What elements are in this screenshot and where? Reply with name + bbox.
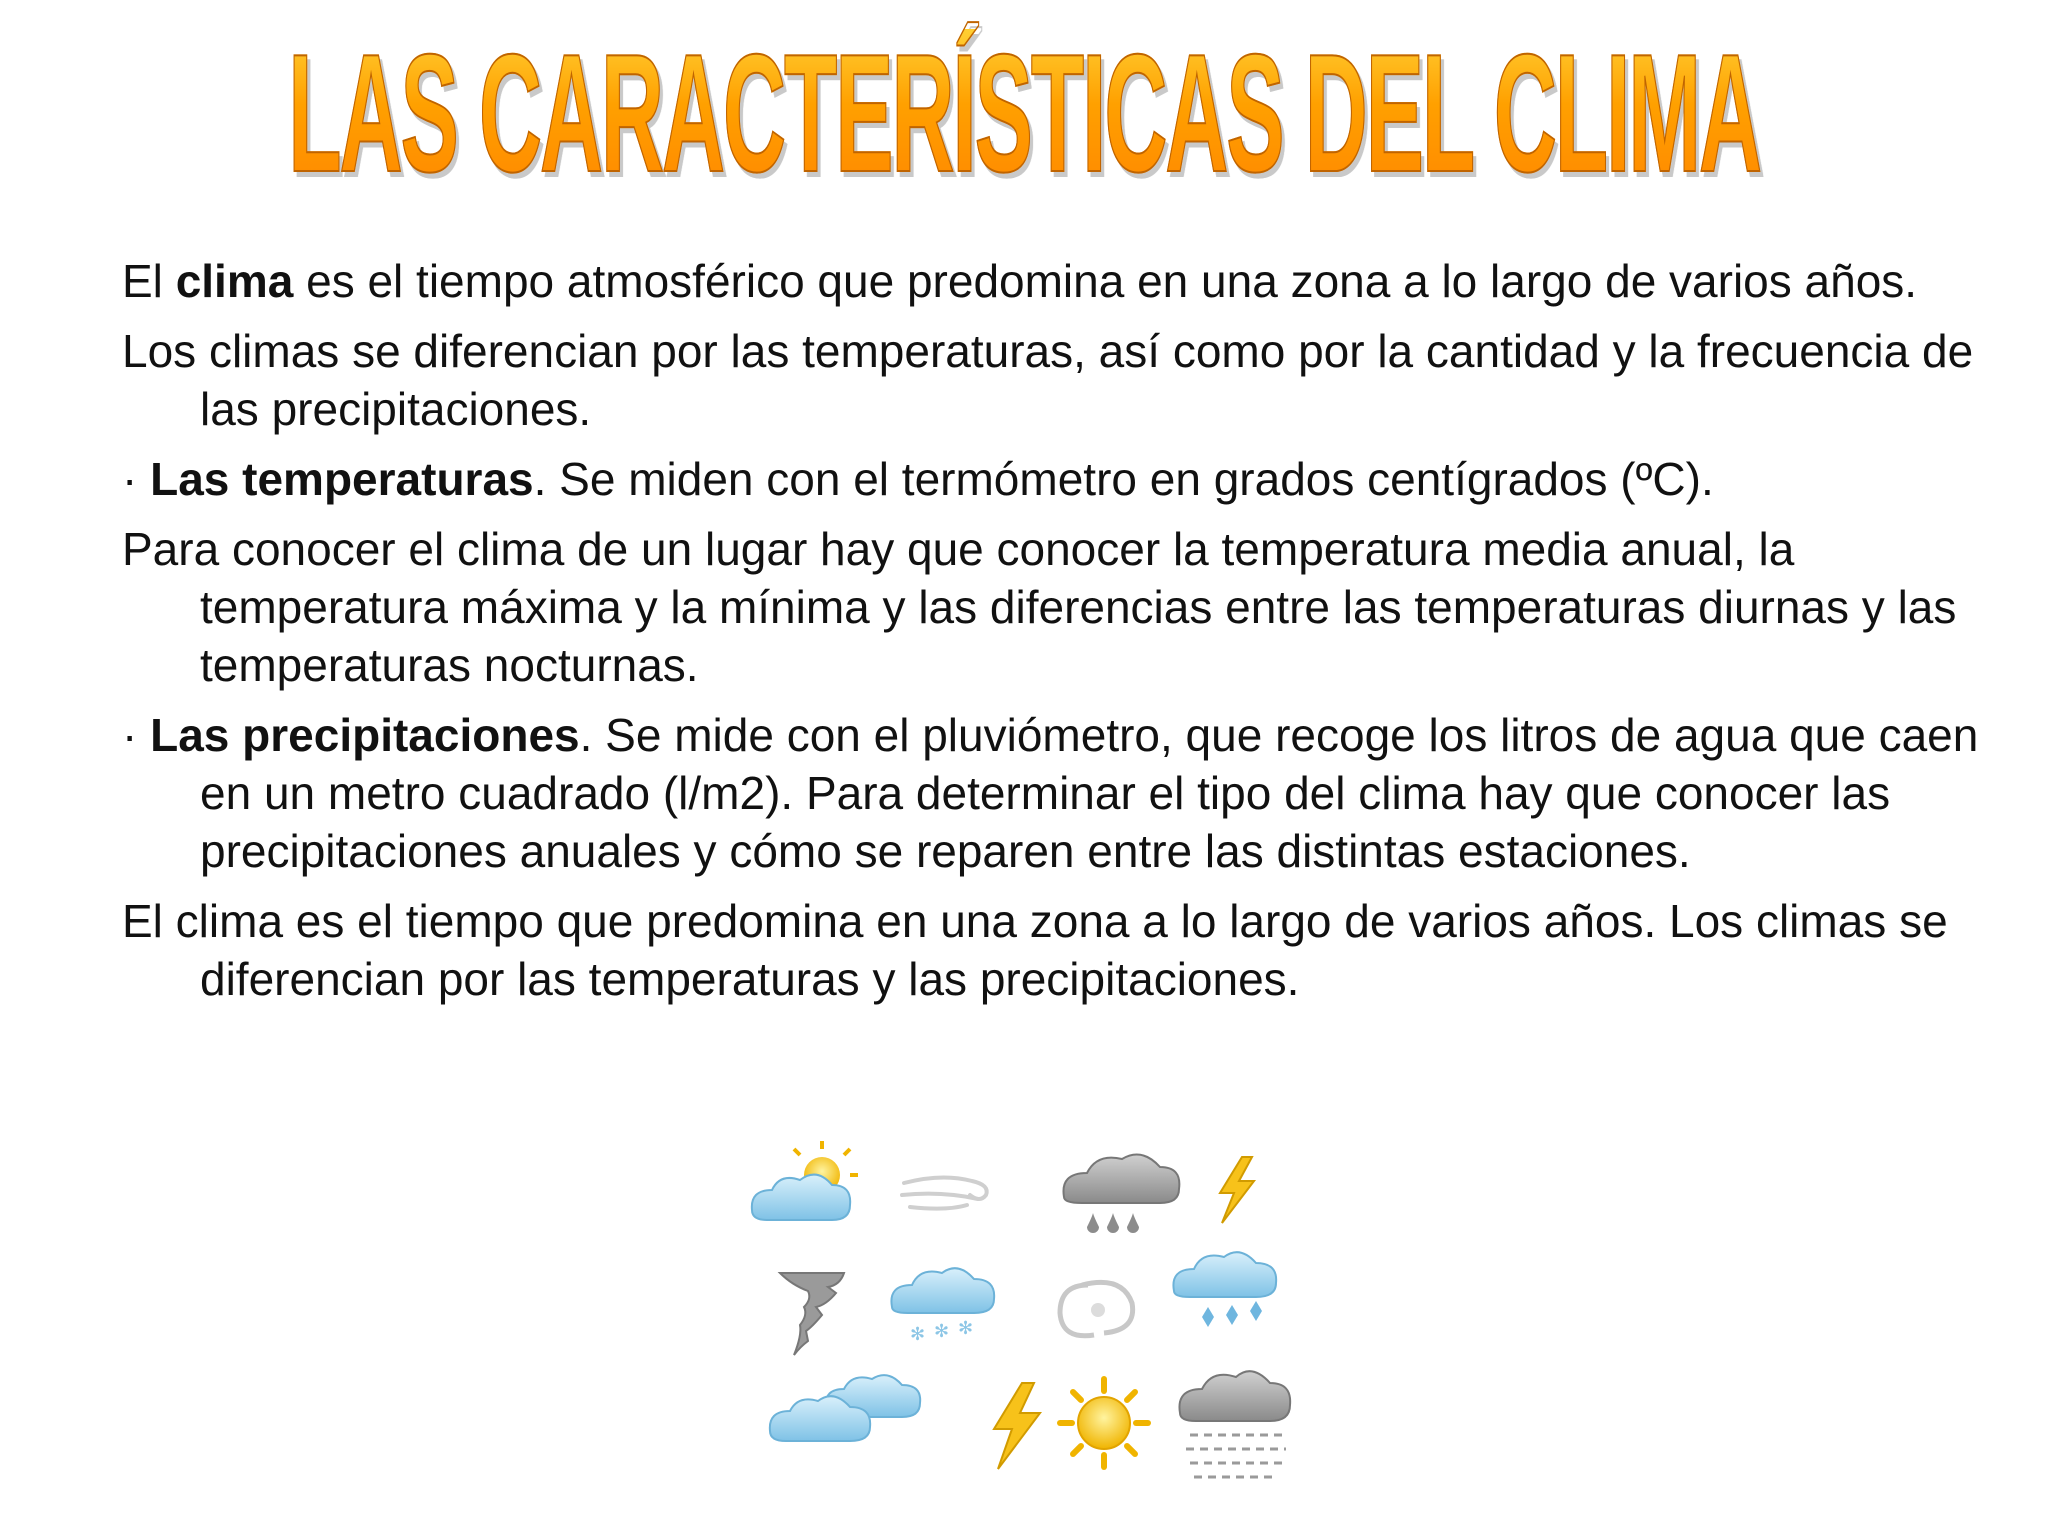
lightning-icon [994, 1383, 1040, 1469]
hurricane-icon [1060, 1282, 1133, 1335]
svg-text:✻: ✻ [934, 1321, 950, 1342]
page-title: LAS CARACTERÍSTICAS DEL CLIMA [288, 19, 1760, 207]
svg-text:✻: ✻ [910, 1324, 926, 1345]
clouds-icon [770, 1375, 920, 1441]
body-text [122, 252, 1982, 1020]
weather-icons-grid [742, 1135, 1322, 1495]
title-banner [0, 18, 2048, 208]
paragraph-1: El clima es el tiempo atmosférico que predomina en una zona a lo largo de varios años. [122, 255, 1918, 307]
sun-icon [1060, 1379, 1148, 1467]
tornado-icon [780, 1273, 844, 1355]
paragraph-6: El clima es el tiempo que predomina en una zona a lo largo de varios años. Los climas se diferencian por las temperaturas y las precipitaciones. [122, 895, 1948, 1005]
snow-cloud-icon [891, 1268, 994, 1345]
sun-cloud-icon [752, 1141, 858, 1220]
paragraph-4: Para conocer el clima de un lugar hay que conocer la temperatura media anual, la temperatura máxima y la mínima y las diferencias entre las temperaturas diurnas y las temperaturas nocturnas. [122, 523, 1957, 691]
wind-icon [902, 1177, 987, 1208]
term-precipitaciones: Las precipitaciones [150, 709, 580, 761]
term-clima: clima [175, 255, 294, 307]
paragraph-temperaturas: · Las temperaturas. Se miden con el termómetro en grados centígrados (ºC). [122, 453, 1714, 505]
svg-text:✻: ✻ [958, 1318, 974, 1339]
lightning-icon [1220, 1157, 1254, 1223]
paragraph-2: Los climas se diferencian por las temperaturas, así como por la cantidad y la frecuencia de las precipitaciones. [122, 325, 1974, 435]
hail-cloud-icon [1173, 1252, 1276, 1327]
rain-cloud-icon [1063, 1155, 1179, 1234]
heavy-rain-cloud-icon [1179, 1371, 1290, 1477]
paragraph-precipitaciones: · Las precipitaciones. Se mide con el pluviómetro, que recoge los litros de agua que caen en un metro cuadrado (l/m2). Para determinar el tipo del clima hay que conocer las precipitaciones anuales y cómo se reparen entre las distintas estaciones. [122, 709, 1979, 877]
term-temperaturas: Las temperaturas [150, 453, 534, 505]
